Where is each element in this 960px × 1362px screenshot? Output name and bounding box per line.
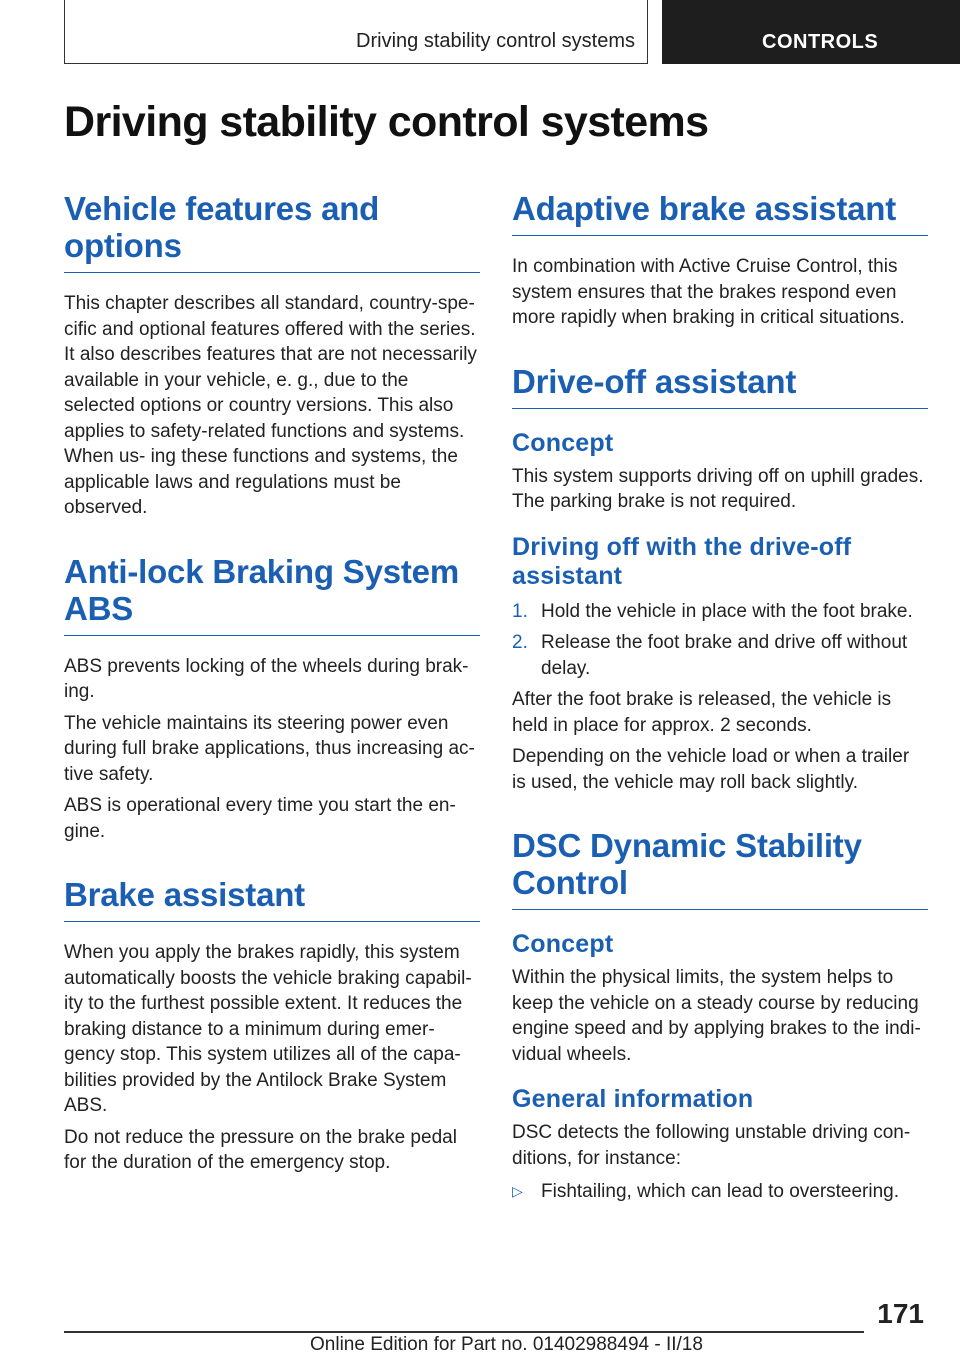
right-column	[512, 190, 928, 1211]
page-number: 171	[877, 1298, 924, 1329]
list-item	[512, 599, 928, 625]
header-section-title: Driving stability control systems	[356, 30, 635, 52]
left-column	[64, 190, 480, 1176]
heading-vehicle-features: Vehicle features and options	[64, 190, 480, 273]
header-chapter-tab[interactable]	[662, 0, 960, 64]
step-text: Release the foot brake and drive off without delay.	[541, 632, 908, 679]
heading-drive-off-assistant: Drive-off assistant	[512, 363, 928, 409]
step-number: 1.	[512, 600, 528, 622]
paragraph: Within the physical limits, the system helps to keep the vehicle on a steady course by reducing engine speed and by applying brakes to the indi‐ vidual wheels.	[512, 967, 921, 1065]
heading-adaptive-brake-assistant: Adaptive brake assistant	[512, 190, 928, 236]
list-item	[512, 630, 928, 681]
subheading-driving-off: Driving off with the drive-off assistant	[512, 532, 852, 590]
step-number: 2.	[512, 632, 528, 653]
paragraph: When you apply the brakes rapidly, this system automatically boosts the vehicle braking capabil‐ ity to the furthest possible extent. It reduces the braking distance to a minimum during emer‐ gency stop. This system utilizes all of the capa‐ bilities provided by the Antilock Brake System ABS.	[64, 942, 472, 1116]
heading-abs: Anti-lock Braking System ABS	[64, 553, 480, 636]
header-chapter-label: CONTROLS	[762, 31, 879, 53]
heading-dsc: DSC Dynamic Stability Control	[512, 827, 928, 910]
paragraph: In combination with Active Cruise Control, this system ensures that the brakes respond even more rapidly when braking in critical situations.	[512, 256, 905, 328]
heading-brake-assistant: Brake assistant	[64, 876, 480, 922]
bullet-list	[512, 1179, 928, 1205]
paragraph: After the foot brake is released, the vehicle is held in place for approx. 2 seconds.	[512, 689, 892, 736]
paragraph: ABS prevents locking of the wheels during brak‐ ing.	[64, 655, 469, 702]
step-text: Hold the vehicle in place with the foot brake.	[541, 600, 913, 622]
paragraph: DSC detects the following unstable driving con‐ ditions, for instance:	[512, 1122, 911, 1169]
triangle-bullet-icon: ▷	[512, 1183, 523, 1199]
paragraph: Do not reduce the pressure on the brake pedal for the duration of the emergency stop.	[64, 1126, 457, 1173]
paragraph: Depending on the vehicle load or when a trailer is used, the vehicle may roll back slightly.	[512, 746, 910, 793]
paragraph: This chapter describes all standard, country-spe‐ cific and optional features offered with the series. It also describes features that are not necessarily available in your vehicle, e. g., due to the selected options or country versions. This also applies to safety-related functions and systems. When us‐ ing these functions and systems, the applicable laws and regulations must be observed.	[64, 293, 477, 518]
steps-list	[512, 599, 928, 682]
footer-edition: Online Edition for Part no. 01402988494 - II/18	[310, 1334, 703, 1355]
header-section-box	[64, 0, 648, 64]
paragraph: ABS is operational every time you start the en‐ gine.	[64, 795, 456, 842]
subheading-concept: Concept	[512, 428, 614, 457]
bullet-text: Fishtailing, which can lead to oversteering.	[541, 1181, 900, 1202]
footer-divider	[64, 1331, 864, 1333]
page-title: Driving stability control systems	[64, 98, 709, 146]
subheading-general-information: General information	[512, 1085, 754, 1113]
list-item	[512, 1179, 928, 1205]
paragraph: This system supports driving off on uphill grades. The parking brake is not required.	[512, 465, 924, 512]
paragraph: The vehicle maintains its steering power even during full brake applications, thus increasing ac‐ tive safety.	[64, 712, 475, 785]
subheading-concept: Concept	[512, 930, 614, 958]
